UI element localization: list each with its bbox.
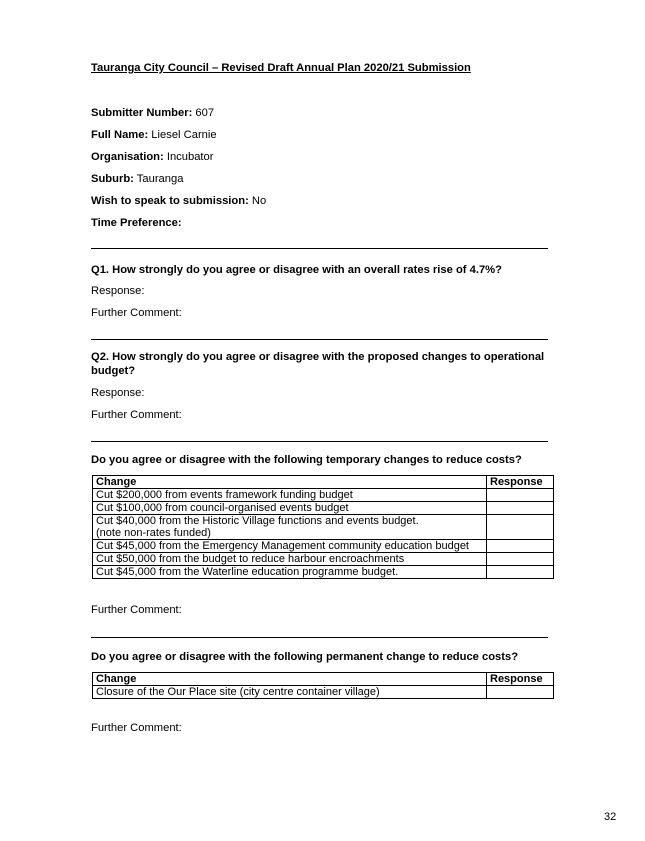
section-divider bbox=[91, 637, 548, 638]
temporary-heading: Do you agree or disagree with the following temporary changes to reduce costs? bbox=[91, 454, 522, 466]
change-text: Cut $50,000 from the budget to reduce harbour encroachments bbox=[96, 553, 405, 565]
page-number: 32 bbox=[604, 811, 617, 823]
change-note: (note non-rates funded) bbox=[96, 527, 211, 539]
field-label: Wish to speak to submission: bbox=[91, 195, 249, 207]
change-cell bbox=[93, 540, 487, 553]
field-value: 607 bbox=[192, 107, 215, 119]
q1-comment-label: Further Comment: bbox=[91, 307, 182, 319]
q1-response-label: Response: bbox=[91, 285, 145, 297]
permanent-change-table bbox=[92, 672, 554, 699]
response-cell[interactable] bbox=[487, 489, 554, 502]
q2-question: Q2. How strongly do you agree or disagree with the proposed changes to operational budget? bbox=[91, 351, 545, 377]
field-label: Submitter Number: bbox=[91, 107, 193, 119]
change-text: Cut $45,000 from the Waterline education programme budget. bbox=[96, 566, 399, 578]
change-cell bbox=[93, 553, 487, 566]
q2-comment-label: Further Comment: bbox=[91, 409, 182, 421]
temporary-changes-table bbox=[92, 475, 554, 579]
response-cell[interactable] bbox=[487, 502, 554, 515]
document-title: Tauranga City Council – Revised Draft Annual Plan 2020/21 Submission bbox=[91, 62, 471, 74]
change-cell bbox=[93, 566, 487, 579]
field-value: Incubator bbox=[163, 151, 214, 163]
field-label: Organisation: bbox=[91, 151, 164, 163]
table-row bbox=[93, 540, 554, 553]
table-row bbox=[93, 515, 554, 540]
field-full-name bbox=[91, 129, 217, 141]
field-suburb bbox=[91, 173, 183, 185]
field-organisation bbox=[91, 151, 214, 163]
temporary-comment-label: Further Comment: bbox=[91, 604, 182, 616]
permanent-comment-label: Further Comment: bbox=[91, 722, 182, 734]
change-cell bbox=[93, 515, 487, 540]
change-text: Cut $100,000 from council-organised events budget bbox=[96, 502, 349, 514]
permanent-heading: Do you agree or disagree with the following permanent change to reduce costs? bbox=[91, 651, 519, 663]
response-cell[interactable] bbox=[487, 540, 554, 553]
response-cell[interactable] bbox=[487, 553, 554, 566]
field-label: Suburb: bbox=[91, 173, 134, 185]
q1-question: Q1. How strongly do you agree or disagree with an overall rates rise of 4.7%? bbox=[91, 264, 502, 276]
table-header-row bbox=[93, 476, 554, 489]
field-label: Time Preference: bbox=[91, 217, 182, 229]
section-divider bbox=[91, 248, 548, 249]
table-row bbox=[93, 489, 554, 502]
change-cell bbox=[93, 686, 487, 699]
change-cell bbox=[93, 489, 487, 502]
change-cell bbox=[93, 502, 487, 515]
q2-response-label: Response: bbox=[91, 387, 145, 399]
field-value: No bbox=[248, 195, 267, 207]
field-submitter-number bbox=[91, 107, 214, 119]
table-row bbox=[93, 566, 554, 579]
column-header-response: Response bbox=[487, 673, 554, 686]
change-text: Cut $200,000 from events framework funding budget bbox=[96, 489, 353, 501]
table-header-row bbox=[93, 673, 554, 686]
field-label: Full Name: bbox=[91, 129, 149, 141]
column-header-change: Change bbox=[93, 476, 487, 489]
response-cell[interactable] bbox=[487, 515, 554, 540]
field-value: Liesel Carnie bbox=[148, 129, 217, 141]
column-header-change: Change bbox=[93, 673, 487, 686]
change-text: Cut $40,000 from the Historic Village functions and events budget. bbox=[96, 515, 419, 527]
field-wish-to-speak bbox=[91, 195, 266, 207]
table-row bbox=[93, 502, 554, 515]
field-time-preference bbox=[91, 217, 182, 229]
field-value: Tauranga bbox=[133, 173, 184, 185]
response-cell[interactable] bbox=[487, 566, 554, 579]
table-row bbox=[93, 553, 554, 566]
change-text: Cut $45,000 from the Emergency Management community education budget bbox=[96, 540, 469, 552]
change-text: Closure of the Our Place site (city centre container village) bbox=[96, 686, 380, 698]
section-divider bbox=[91, 339, 548, 340]
table-row bbox=[93, 686, 554, 699]
response-cell[interactable] bbox=[487, 686, 554, 699]
section-divider bbox=[91, 441, 548, 442]
column-header-response: Response bbox=[487, 476, 554, 489]
